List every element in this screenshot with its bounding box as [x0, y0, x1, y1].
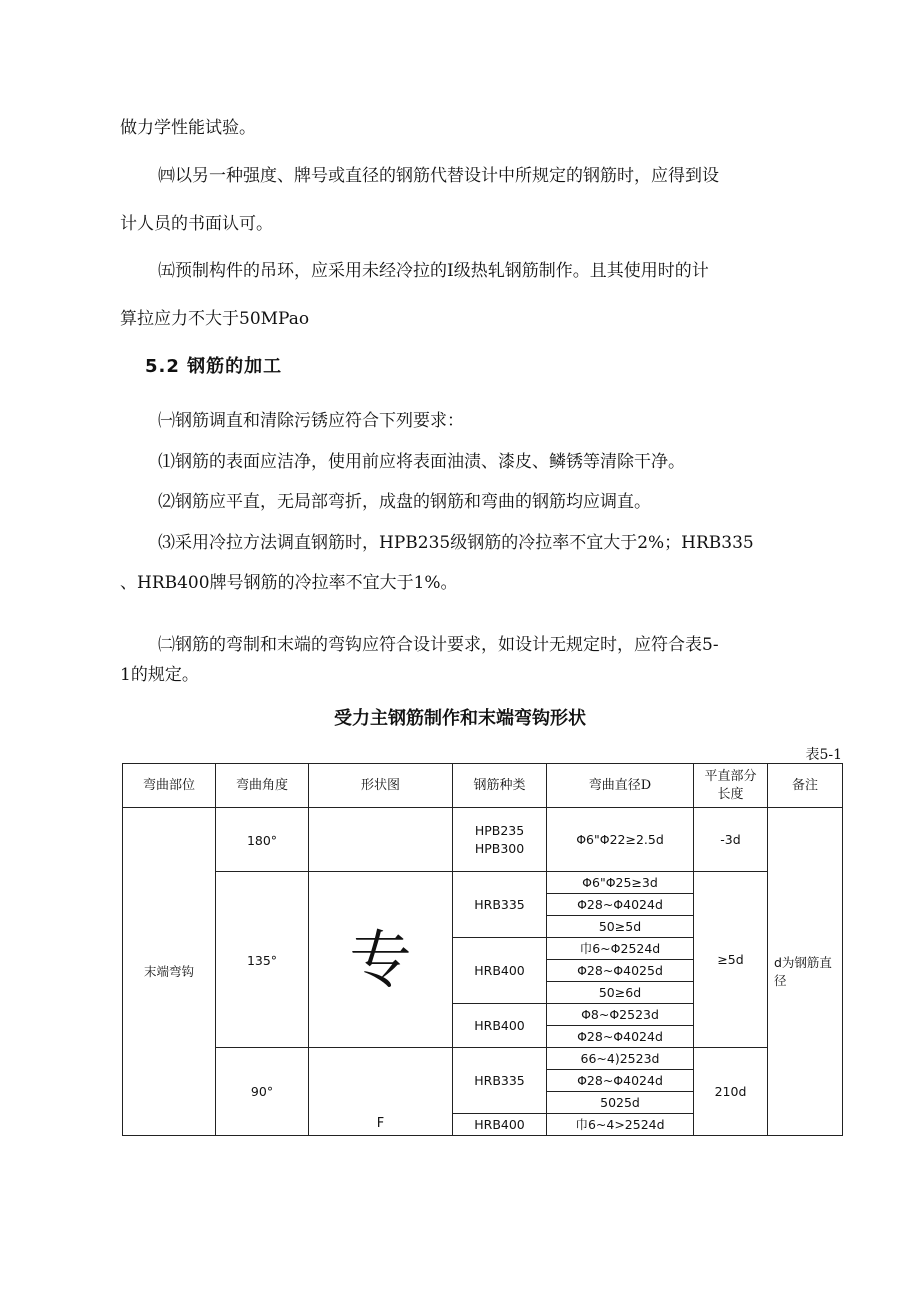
cell-diameter: 50≥6d [547, 982, 694, 1004]
paragraph-3-line-1: ㈤预制构件的吊环，应采用未经冷拉的Ⅰ级热轧钢筋制作。且其使用时的计 [158, 261, 709, 281]
cell-shape-90 [309, 1048, 453, 1136]
type-hpb235: HPB235 [474, 822, 525, 838]
cell-diameter-180: Φ6"Φ22≥2.5d [547, 808, 694, 872]
note-text: d为钢筋直径 [774, 954, 832, 988]
paragraph-7-line-1: ⑶采用冷拉方法调直钢筋时，HPB235级钢筋的冷拉率不宜大于2%；HRB335 [158, 533, 754, 553]
cell-flat-180: -3d [694, 808, 768, 872]
cell-diameter: Φ6"Φ25≥3d [547, 872, 694, 894]
cell-diameter: Φ28~Φ4024d [547, 894, 694, 916]
cell-diameter: Φ28~Φ4024d [547, 1026, 694, 1048]
cell-note [768, 808, 843, 1136]
section-heading: 5.2 钢筋的加工 [145, 356, 283, 377]
cell-type-90-a: HRB335 [453, 1048, 547, 1114]
header-type: 钢筋种类 [453, 764, 547, 808]
bending-table [122, 763, 843, 1136]
header-flat-length-b: 长度 [717, 786, 744, 802]
cell-position: 末端弯钩 [123, 808, 216, 1136]
paragraph-8-line-1: ㈡钢筋的弯制和末端的弯钩应符合设计要求，如设计无规定时，应符合表5- [158, 635, 719, 655]
table-row [123, 872, 843, 894]
cell-diameter: 巾6~Φ2524d [547, 938, 694, 960]
paragraph-7-line-2: 、HRB400牌号钢筋的冷拉率不宜大于1%。 [120, 573, 458, 593]
header-flat-length [694, 764, 768, 808]
cell-shape-180 [309, 808, 453, 872]
header-flat-length-a: 平直部分 [704, 768, 757, 784]
hook-shape-90-icon: F [376, 1116, 385, 1131]
header-shape: 形状图 [309, 764, 453, 808]
cell-diameter: Φ28~Φ4025d [547, 960, 694, 982]
cell-diameter: 巾6~4>2524d [547, 1114, 694, 1136]
type-hpb300: HPB300 [474, 840, 525, 856]
paragraph-2-line-1: ㈣以另一种强度、牌号或直径的钢筋代替设计中所规定的钢筋时，应得到设 [158, 166, 719, 186]
cell-angle-90: 90° [216, 1048, 309, 1136]
paragraph-8-line-2: 1的规定。 [120, 665, 199, 685]
cell-type-135-c: HRB400 [453, 1004, 547, 1048]
paragraph-3-line-2: 算拉应力不大于50MPao [120, 309, 310, 329]
paragraph-6: ⑵钢筋应平直，无局部弯折，成盘的钢筋和弯曲的钢筋均应调直。 [158, 492, 651, 512]
paragraph-2-line-2: 计人员的书面认可。 [120, 214, 273, 234]
cell-type-90-b: HRB400 [453, 1114, 547, 1136]
cell-shape-135 [309, 872, 453, 1048]
table-title: 受力主钢筋制作和末端弯钩形状 [334, 708, 586, 729]
cell-angle-135: 135° [216, 872, 309, 1048]
cell-diameter: Φ8~Φ2523d [547, 1004, 694, 1026]
header-position: 弯曲部位 [123, 764, 216, 808]
hook-shape-135-icon: 专 [349, 922, 412, 996]
cell-diameter: 66~4)2523d [547, 1048, 694, 1070]
paragraph-1: 做力学性能试验。 [120, 118, 256, 138]
cell-angle-180: 180° [216, 808, 309, 872]
table-row [123, 1048, 843, 1070]
paragraph-5: ⑴钢筋的表面应洁净，使用前应将表面油渍、漆皮、鳞锈等清除干净。 [158, 452, 685, 472]
paragraph-4: ㈠钢筋调直和清除污锈应符合下列要求： [158, 411, 464, 431]
cell-flat-135: ≥5d [694, 872, 768, 1048]
cell-type-135-a: HRB335 [453, 872, 547, 938]
cell-diameter: Φ28~Φ4024d [547, 1070, 694, 1092]
cell-flat-90: 210d [694, 1048, 768, 1136]
header-note: 备注 [768, 764, 843, 808]
cell-diameter: 50≥5d [547, 916, 694, 938]
table-header-row [123, 764, 843, 808]
table-row [123, 808, 843, 872]
header-angle: 弯曲角度 [216, 764, 309, 808]
cell-diameter: 5025d [547, 1092, 694, 1114]
cell-type-180 [453, 808, 547, 872]
table-number: 表5-1 [805, 747, 842, 763]
header-diameter: 弯曲直径D [547, 764, 694, 808]
cell-type-135-b: HRB400 [453, 938, 547, 1004]
